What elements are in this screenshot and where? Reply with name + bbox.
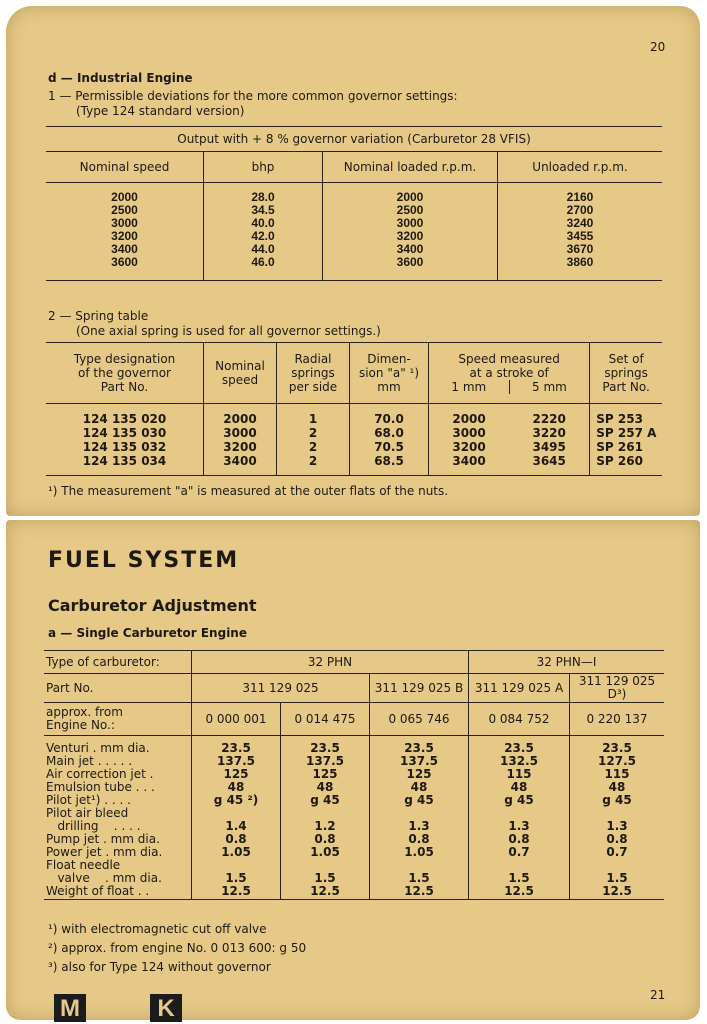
cell: 1.5: [408, 871, 430, 885]
t3-type-b: 32 PHN—I: [469, 651, 665, 674]
hline: springs: [604, 366, 648, 380]
cell: 23.5: [504, 741, 534, 755]
cell: 23.5: [404, 741, 434, 755]
t2-col-set: [590, 404, 662, 476]
cell: 124 135 032: [82, 440, 167, 454]
t3-partno-4: 311 129 025 D³): [570, 674, 665, 703]
cell: 2500: [111, 203, 138, 217]
cell: 1.5: [314, 871, 336, 885]
t1-col-nominal-loaded: [323, 183, 498, 281]
cell: 12.5: [404, 884, 434, 898]
cell: 2160: [566, 190, 594, 204]
cell: 3600: [111, 255, 138, 269]
t1-col-bhp: [204, 183, 323, 281]
cell: 42.0: [251, 229, 275, 243]
cell: 1.2: [314, 819, 336, 833]
cell: 0.7: [606, 845, 628, 859]
cell: 2000: [396, 190, 424, 204]
cell: 3200: [452, 440, 486, 454]
cell: 34.5: [251, 203, 275, 217]
cell: 1.5: [606, 871, 628, 885]
cell: 125: [312, 767, 338, 781]
cell: 124 135 030: [82, 426, 167, 440]
t2-header-set: [590, 343, 662, 404]
t1-col-nominal-speed: [46, 183, 204, 281]
cell: 68.5: [374, 454, 404, 468]
cell: 3495: [532, 440, 566, 454]
t3-col-1: [192, 736, 281, 900]
cell: 115: [506, 767, 532, 781]
hline: springs: [291, 366, 335, 380]
t3-col-3: [370, 736, 469, 900]
cell: g 45: [404, 793, 434, 807]
t3-engine-4: 0 084 752: [469, 703, 570, 736]
cell: 3400: [396, 242, 424, 256]
cell: 3200: [396, 229, 424, 243]
fuel-system-title: FUEL SYSTEM: [48, 548, 240, 573]
t2-header-5mm: 5 mm: [532, 380, 567, 394]
cell: 2: [308, 454, 318, 468]
cell: 1.05: [404, 845, 434, 859]
cell: 0.8: [508, 832, 530, 846]
t3-partno-1: 311 129 025: [192, 674, 370, 703]
footnote-top: ¹) The measurement "a" is measured at the outer flats of the nuts.: [48, 484, 449, 498]
hline: of the governor: [78, 366, 171, 380]
t3-engine-1: 0 000 001: [192, 703, 281, 736]
t2-header-speed: [429, 343, 590, 404]
t3-engine-5: 0 220 137: [570, 703, 665, 736]
t3-type-label: Type of carburetor:: [44, 651, 192, 674]
hline: Set of: [608, 352, 644, 366]
row-label: Pilot jet¹) . . . .: [46, 793, 131, 807]
cell: 137.5: [400, 754, 438, 768]
cell: 40.0: [251, 216, 275, 230]
hline: mm: [377, 380, 401, 394]
cell: 12.5: [602, 884, 632, 898]
cell: 3000: [396, 216, 424, 230]
t3-partno-label: Part No.: [44, 674, 192, 703]
cell: 3600: [396, 255, 424, 269]
cell: 2: [308, 440, 318, 454]
cell: 125: [406, 767, 432, 781]
row-label: valve . mm dia.: [46, 871, 162, 885]
cell: 3240: [566, 216, 594, 230]
cell: 1.3: [508, 819, 530, 833]
t2-header-radial: [277, 343, 350, 404]
row-label: Air correction jet .: [46, 767, 154, 781]
cell: 70.0: [374, 412, 404, 426]
row-label: Main jet . . . . .: [46, 754, 133, 768]
cell: 48: [227, 780, 245, 794]
cell: 2000: [452, 412, 486, 426]
cell: 1.05: [310, 845, 340, 859]
cell: 3400: [452, 454, 486, 468]
hline: Part No.: [100, 380, 149, 394]
cell: 137.5: [306, 754, 344, 768]
cell: 48: [316, 780, 334, 794]
hline: speed: [221, 373, 259, 387]
t3-row-labels: [44, 736, 192, 900]
spring-table: [46, 342, 662, 476]
cell: 1.05: [221, 845, 251, 859]
cell: 3645: [532, 454, 566, 468]
t3-col-2: [281, 736, 370, 900]
cell: 3455: [566, 229, 594, 243]
cell: 28.0: [251, 190, 275, 204]
row-label: Power jet . mm dia.: [46, 845, 163, 859]
t3-partno-3: 311 129 025 A: [469, 674, 570, 703]
t1-header-nominal-loaded: Nominal loaded r.p.m.: [323, 152, 498, 183]
cell: SP 260: [596, 454, 643, 468]
cell: 3400: [111, 242, 138, 256]
hline: Radial: [294, 352, 332, 366]
cell: 68.0: [374, 426, 404, 440]
t2-header-type: [46, 343, 204, 404]
t2-col-nominal: [204, 404, 277, 476]
t2-col-radial: [277, 404, 350, 476]
t2-col-1mm: [429, 404, 510, 476]
t2-col-type: [46, 404, 204, 476]
cell: 125: [223, 767, 249, 781]
row-label: drilling . . . .: [46, 819, 141, 833]
cell: 115: [604, 767, 630, 781]
cell: 23.5: [221, 741, 251, 755]
t1-header-nominal-speed: Nominal speed: [46, 152, 204, 183]
cell: g 45: [310, 793, 340, 807]
row-label: Pilot air bleed: [46, 806, 129, 820]
cell: 2000: [111, 190, 138, 204]
t3-col-4: [469, 736, 570, 900]
t1-col-unloaded: [498, 183, 663, 281]
row-label: Weight of float . .: [46, 884, 150, 898]
logo-k: K: [150, 994, 182, 1022]
t3-partno-2: 311 129 025 B: [370, 674, 469, 703]
t1-header-bhp: bhp: [204, 152, 323, 183]
row-label: Emulsion tube . . .: [46, 780, 155, 794]
cell: 23.5: [602, 741, 632, 755]
cell: 124 135 020: [82, 412, 167, 426]
hline: approx. from: [46, 705, 123, 719]
cell: 0.8: [408, 832, 430, 846]
hline: per side: [288, 380, 338, 394]
footnote-3: ³) also for Type 124 without governor: [48, 960, 271, 974]
cell: 0.8: [314, 832, 336, 846]
item2-sub: (One axial spring is used for all governor settings.): [76, 324, 381, 338]
cell: 3000: [452, 426, 486, 440]
cell: 2500: [396, 203, 424, 217]
page-number-top: 20: [650, 40, 666, 54]
cell: 137.5: [217, 754, 255, 768]
cell: 3400: [223, 454, 257, 468]
t2-stroke-sub: [429, 380, 589, 394]
t3-engine-2: 0 014 475: [281, 703, 370, 736]
cell: 12.5: [310, 884, 340, 898]
cell: 3200: [223, 440, 257, 454]
hline: Part No.: [602, 380, 650, 394]
cell: 46.0: [251, 255, 275, 269]
t2-header-1mm: 1 mm: [429, 380, 510, 394]
cell: 48: [510, 780, 528, 794]
t3-engine-3: 0 065 746: [370, 703, 469, 736]
cell: 1.5: [508, 871, 530, 885]
logo-m: M: [54, 994, 86, 1022]
t3-type-a: 32 PHN: [192, 651, 469, 674]
cell: 2220: [532, 412, 566, 426]
cell: 3000: [111, 216, 138, 230]
section-title-industrial: d — Industrial Engine: [48, 71, 193, 85]
cell: 48: [410, 780, 428, 794]
cell: SP 257 A: [596, 426, 657, 440]
carburetor-table: [44, 650, 664, 900]
item2-title: 2 — Spring table: [48, 309, 149, 323]
hline: Dimen-: [367, 352, 411, 366]
t3-engine-label: [44, 703, 192, 736]
cell: 12.5: [504, 884, 534, 898]
row-label: Float needle: [46, 858, 121, 872]
t1-header-unloaded: Unloaded r.p.m.: [498, 152, 663, 183]
cell: 48: [608, 780, 626, 794]
hline: Nominal: [215, 359, 265, 373]
t2-header-nominal: [204, 343, 277, 404]
governor-deviation-table: [46, 126, 662, 281]
cell: 1.4: [225, 819, 247, 833]
carburetor-adjustment-title: Carburetor Adjustment: [48, 596, 257, 615]
cell: 3860: [566, 255, 594, 269]
row-label: Pump jet . mm dia.: [46, 832, 160, 846]
cell: 127.5: [598, 754, 636, 768]
cell: g 45: [504, 793, 534, 807]
cell: 3670: [566, 242, 594, 256]
cell: SP 253: [596, 412, 643, 426]
cell: 0.7: [508, 845, 530, 859]
cell: 3000: [223, 426, 257, 440]
table1-caption: Output with + 8 % governor variation (Carburetor 28 VFIS): [46, 127, 662, 152]
item1-title: 1 — Permissible deviations for the more common governor settings:: [48, 89, 458, 103]
footnote-2: ²) approx. from engine No. 0 013 600: g 50: [48, 941, 307, 955]
cell: 0.8: [606, 832, 628, 846]
row-label: Venturi . mm dia.: [46, 741, 150, 755]
single-carburetor-title: a — Single Carburetor Engine: [48, 626, 247, 640]
item1-sub: (Type 124 standard version): [76, 104, 245, 118]
page-number-bottom: 21: [650, 988, 666, 1002]
cell: 1: [308, 412, 318, 426]
cell: 1.5: [225, 871, 247, 885]
cell: 1.3: [408, 819, 430, 833]
t2-col-dimension: [350, 404, 429, 476]
cell: g 45: [602, 793, 632, 807]
hline: Engine No.:: [46, 718, 115, 732]
t3-col-5: [570, 736, 665, 900]
cell: 70.5: [374, 440, 404, 454]
cell: 44.0: [251, 242, 275, 256]
hline: Speed measured: [458, 352, 560, 366]
cell: SP 261: [596, 440, 643, 454]
cell: 2000: [223, 412, 257, 426]
cell: 124 135 034: [82, 454, 167, 468]
cell: 2700: [566, 203, 594, 217]
cell: 3200: [111, 229, 138, 243]
cell: 0.8: [225, 832, 247, 846]
cell: 2: [308, 426, 318, 440]
cell: 1.3: [606, 819, 628, 833]
cell: g 45 ²): [213, 793, 259, 807]
t2-col-5mm: [509, 404, 590, 476]
hline: Type designation: [73, 352, 176, 366]
cell: 3220: [532, 426, 566, 440]
hline: at a stroke of: [469, 366, 549, 380]
cell: 132.5: [500, 754, 538, 768]
t2-header-dimension: [350, 343, 429, 404]
hline: sion "a" ¹): [358, 366, 420, 380]
cell: 23.5: [310, 741, 340, 755]
cell: 12.5: [221, 884, 251, 898]
footnote-1: ¹) with electromagnetic cut off valve: [48, 922, 267, 936]
